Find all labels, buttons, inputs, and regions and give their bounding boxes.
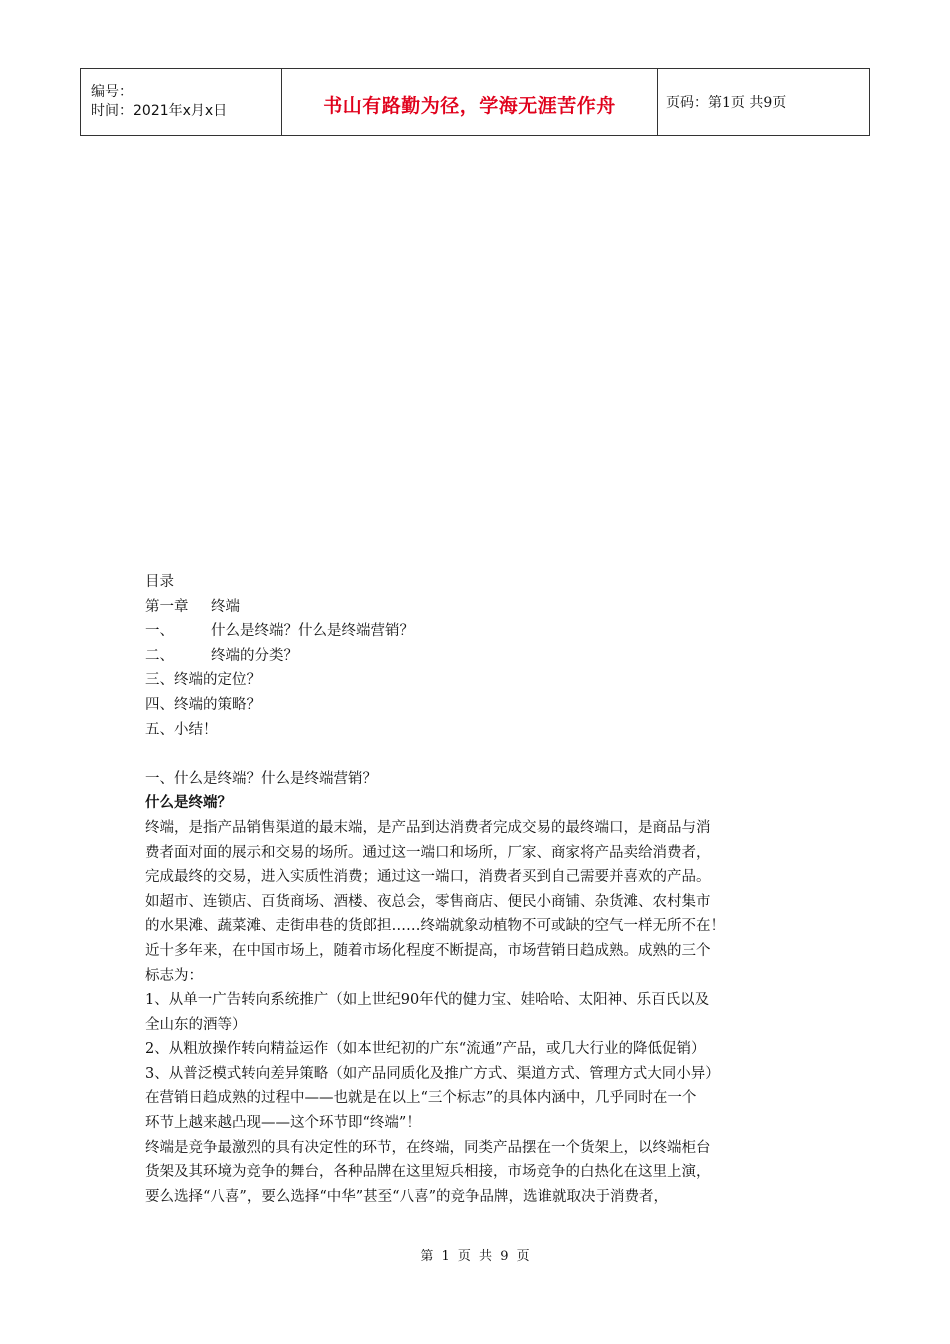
page-footer: 第 1 页 共 9 页 [420, 1249, 530, 1264]
header-page-code: 页码：第1页 共9页 [658, 69, 870, 136]
header-table [80, 68, 870, 136]
toc-item-num: 一、 [145, 623, 174, 640]
body-text-line: 2、从粗放操作转向精益运作（如本世纪初的广东“流通”产品，或几大行业的降低促销） [145, 1041, 706, 1058]
body-text-line: 货架及其环境为竞争的舞台，各种品牌在这里短兵相接，市场竞争的白热化在这里上演， [145, 1164, 711, 1181]
body-text-line: 费者面对面的展示和交易的场所。通过这一端口和场所，厂家、商家将产品卖给消费者， [145, 844, 711, 861]
header-meta-cell [81, 69, 282, 136]
body-text-line: 标志为： [145, 967, 203, 984]
toc-item-text: 终端的分类？ [211, 647, 298, 664]
body-text-line: 全山东的酒等） [145, 1016, 247, 1033]
body-text-line: 的水果滩、蔬菜滩、走街串巷的货郎担……终端就象动植物不可或缺的空气一样无所不在！ [145, 918, 725, 935]
toc-item: 四、终端的策略？ [145, 696, 261, 713]
body-text-line: 完成最终的交易，进入实质性消费；通过这一端口，消费者买到自己需要并喜欢的产品。 [145, 869, 711, 886]
toc-item-text: 什么是终端？什么是终端营销？ [211, 623, 414, 640]
toc-item-num: 二、 [145, 647, 174, 664]
toc-item [145, 619, 810, 644]
section-heading: 一、什么是终端？什么是终端营销？ [145, 770, 377, 787]
toc-item: 五、小结！ [145, 721, 218, 738]
document-number-label: 编号： [91, 84, 133, 100]
spacer [145, 742, 810, 767]
body-text-line: 要么选择“八喜”，要么选择“中华”甚至“八喜”的竞争品牌，选谁就取决于消费者， [145, 1188, 668, 1205]
document-body [145, 570, 810, 1209]
toc-chapter-num: 第一章 [145, 598, 189, 615]
body-text-line: 3、从普泛模式转向差异策略（如产品同质化及推广方式、渠道方式、管理方式大同小异） [145, 1065, 720, 1082]
body-text-line: 1、从单一广告转向系统推广（如上世纪90年代的健力宝、娃哈哈、太阳神、乐百氏以及 [145, 992, 710, 1009]
header-motto: 书山有路勤为径，学海无涯苦作舟 [323, 94, 616, 117]
header-motto-cell [282, 69, 658, 136]
section-paragraph [145, 816, 810, 1210]
body-text-line: 终端，是指产品销售渠道的最末端，是产品到达消费者完成交易的最终端口，是商品与消 [145, 819, 711, 836]
toc-title: 目录 [145, 574, 174, 590]
section-subheading: 什么是终端？ [145, 794, 232, 812]
document-time-label: 时间：2021年x月x日 [91, 103, 228, 119]
body-text-line: 终端是竞争最激烈的具有决定性的环节，在终端，同类产品摆在一个货架上，以终端柜台 [145, 1139, 711, 1156]
toc-chapter-title: 终端 [211, 598, 240, 615]
body-text-line: 如超市、连锁店、百货商场、酒楼、夜总会，零售商店、便民小商铺、杂货滩、农村集市 [145, 893, 711, 910]
toc-chapter [145, 595, 810, 620]
body-text-line: 环节上越来越凸现——这个环节即“终端”！ [145, 1115, 421, 1132]
toc-item: 三、终端的定位？ [145, 672, 261, 689]
toc-item [145, 644, 810, 669]
body-text-line: 在营销日趋成熟的过程中——也就是在以上“三个标志”的具体内涵中，几乎同时在一个 [145, 1090, 697, 1107]
body-text-line: 近十多年来，在中国市场上，随着市场化程度不断提高，市场营销日趋成熟。成熟的三个 [145, 942, 711, 959]
